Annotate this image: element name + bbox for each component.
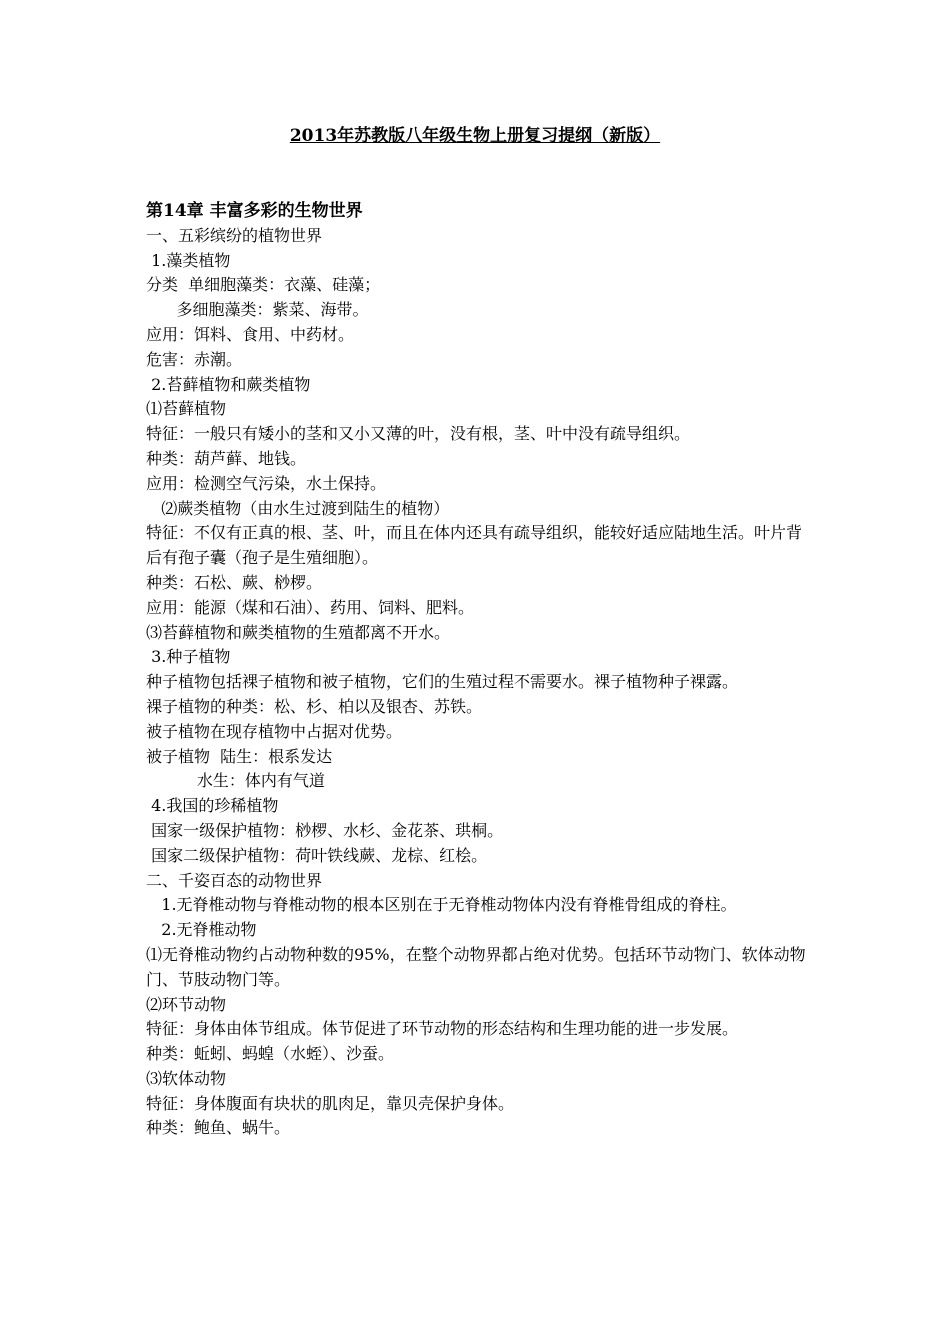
text-line: 二、千姿百态的动物世界: [146, 870, 323, 890]
text-line: 一、五彩缤纷的植物世界: [146, 225, 323, 245]
text-line: 特征：身体腹面有块状的肌肉足，靠贝壳保护身体。: [146, 1093, 515, 1113]
text-line: 特征：不仅有正真的根、茎、叶，而且在体内还具有疏导组织，能较好适应陆地生活。叶片背后有孢子囊（孢子是生殖细胞）。: [146, 523, 803, 568]
text-line: 被子植物 陆生：根系发达: [146, 746, 333, 766]
text-line: ⑶苔藓植物和蕨类植物的生殖都离不开水。: [146, 622, 451, 642]
text-line: ⑵蕨类植物（由水生过渡到陆生的植物）: [146, 498, 450, 518]
text-line: 水生：体内有气道: [146, 771, 325, 791]
text-line: 2.无脊椎动物: [146, 920, 257, 940]
text-line: 1.无脊椎动物与脊椎动物的根本区别在于无脊椎动物体内没有脊椎骨组成的脊柱。: [146, 895, 737, 915]
text-line: 种类：蚯蚓、蚂蝗（水蛭）、沙蚕。: [146, 1044, 395, 1064]
document-body: [146, 199, 810, 1141]
text-line: ⑶软体动物: [146, 1068, 227, 1088]
text-line: ⑵环节动物: [146, 994, 227, 1014]
document-title-text: 2013年苏教版八年级生物上册复习提纲（新版）: [289, 126, 661, 146]
chapter-heading: 第14章 丰富多彩的生物世界: [146, 201, 363, 221]
text-line: ⑴无脊椎动物约占动物种数的95%，在整个动物界都占绝对优势。包括环节动物门、软体动物门、节肢动物门等。: [146, 944, 806, 989]
text-line: 特征：一般只有矮小的茎和又小又薄的叶，没有根，茎、叶中没有疏导组织。: [146, 424, 691, 444]
document-title: [0, 123, 950, 149]
text-line: 种子植物包括裸子植物和被子植物，它们的生殖过程不需要水。裸子植物种子裸露。: [146, 672, 739, 692]
text-line: ⑴苔藓植物: [146, 399, 227, 419]
text-line: 裸子植物的种类：松、杉、柏以及银杏、苏铁。: [146, 696, 483, 716]
text-line: 4.我国的珍稀植物: [146, 796, 279, 816]
text-line: 国家一级保护植物：桫椤、水杉、金花茶、珙桐。: [146, 820, 504, 840]
text-line: 1.藻类植物: [146, 250, 231, 270]
text-line: 应用：检测空气污染，水土保持。: [146, 473, 387, 493]
text-line: 国家二级保护植物：荷叶铁线蕨、龙棕、红桧。: [146, 845, 488, 865]
text-line: 种类：鲍鱼、蜗牛。: [146, 1118, 291, 1138]
text-line: 3.种子植物: [146, 647, 231, 667]
text-line: 应用：饵料、食用、中药材。: [146, 324, 355, 344]
text-line: 应用：能源（煤和石油）、药用、饲料、肥料。: [146, 597, 475, 617]
text-line: 被子植物在现存植物中占据对优势。: [146, 721, 403, 741]
text-line: 特征：身体由体节组成。体节促进了环节动物的形态结构和生理功能的进一步发展。: [146, 1019, 739, 1039]
text-line: 危害：赤潮。: [146, 349, 243, 369]
text-line: 种类：石松、蕨、桫椤。: [146, 572, 323, 592]
text-line: 2.苔藓植物和蕨类植物: [146, 374, 311, 394]
text-line: 种类：葫芦藓、地钱。: [146, 448, 307, 468]
text-line: 分类 单细胞藻类：衣藻、硅藻；: [146, 275, 381, 295]
text-line: 多细胞藻类：紫菜、海带。: [146, 300, 369, 320]
